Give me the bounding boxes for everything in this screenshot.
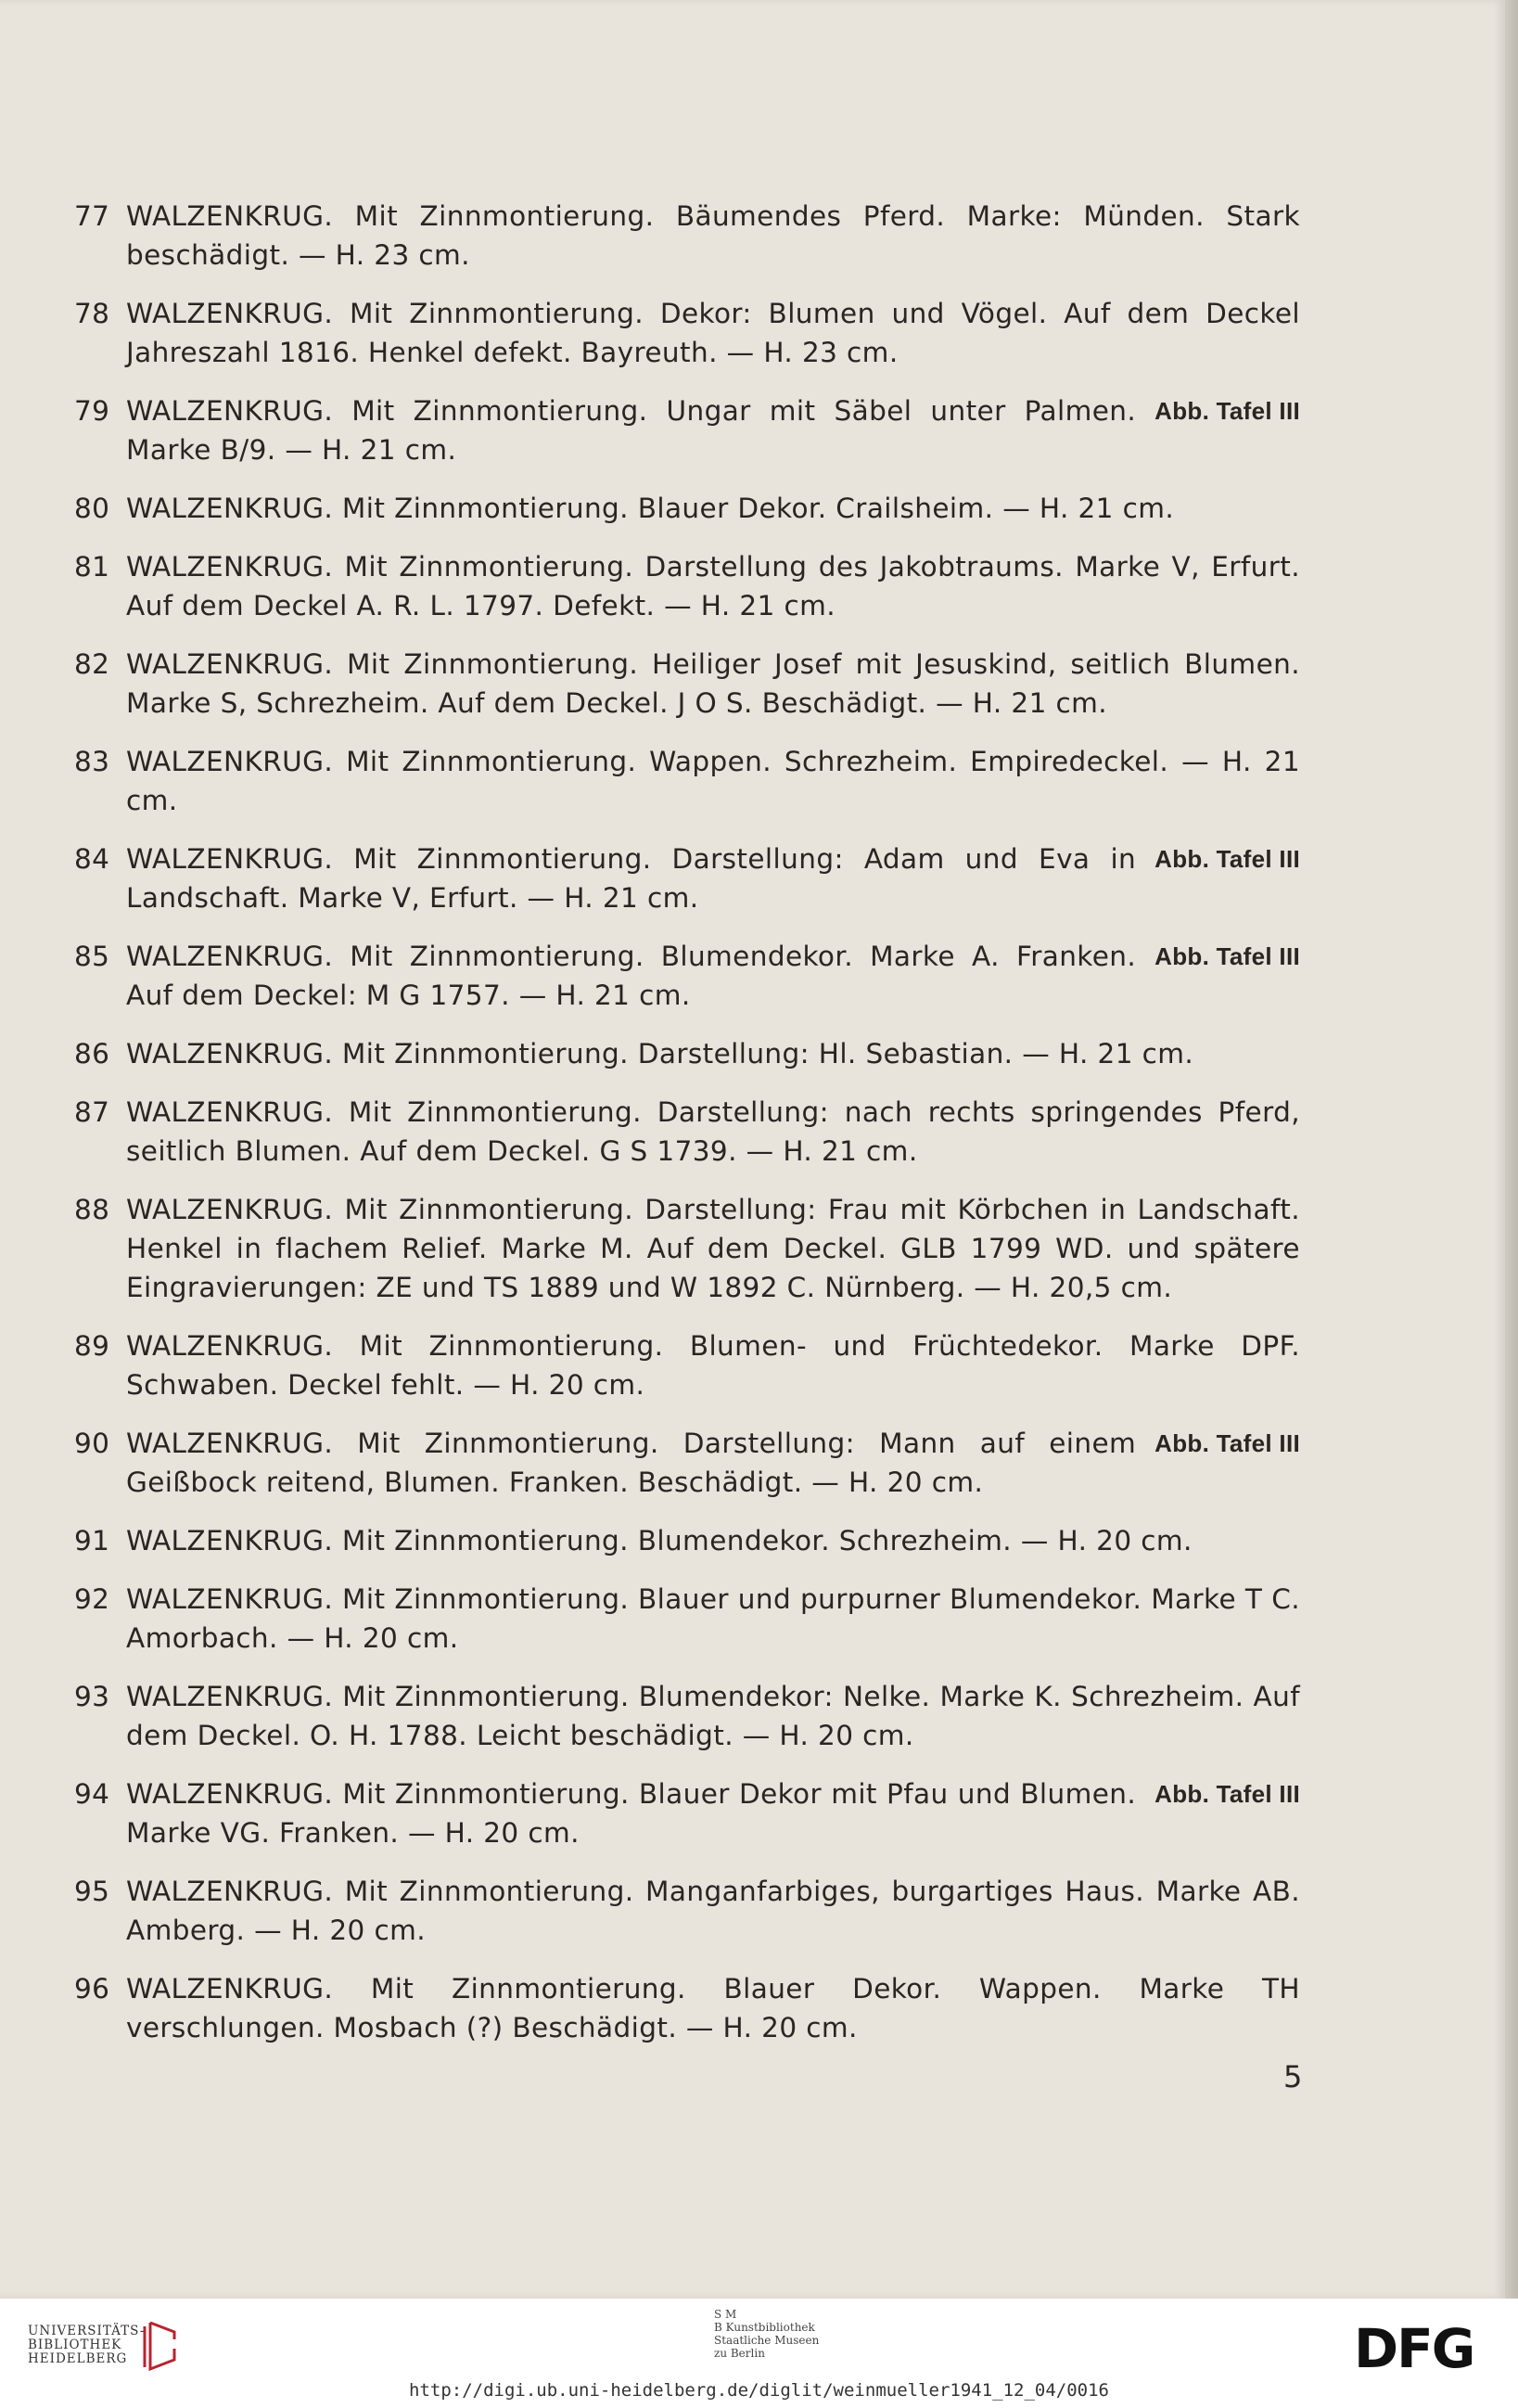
- entry-number: 89: [74, 1330, 110, 1362]
- entry-number: 95: [74, 1876, 110, 1907]
- entry-text: [126, 1190, 1300, 1307]
- entry-text: [126, 839, 1300, 917]
- catalog-entry: [74, 294, 1300, 372]
- entry-number: 86: [74, 1038, 110, 1070]
- page-number: 5: [1283, 2059, 1303, 2094]
- entry-text: [126, 391, 1300, 469]
- entry-number: 77: [74, 200, 110, 232]
- plate-reference: Abb. Tafel III: [1154, 1780, 1300, 1808]
- entry-number: 94: [74, 1778, 110, 1810]
- dfg-logo[interactable]: DFG: [1354, 2317, 1474, 2380]
- entry-description: WALZENKRUG. Mit Zinnmontierung. Darstellung: Mann auf einem Geißbock reitend, Blumen. Franken. Beschädigt. — H. 20 cm.: [126, 1428, 1137, 1498]
- entry-text: [126, 937, 1300, 1015]
- entry-description: WALZENKRUG. Mit Zinnmontierung. Darstellung: Hl. Sebastian. — H. 21 cm.: [126, 1038, 1194, 1070]
- entry-description: WALZENKRUG. Mit Zinnmontierung. Dekor: Blumen und Vögel. Auf dem Deckel Jahreszahl 1816. Henkel defekt. Bayreuth. — H. 23 cm.: [126, 298, 1300, 368]
- entry-text: [126, 1969, 1300, 2047]
- footer-bar: [0, 2299, 1518, 2408]
- entry-number: 82: [74, 648, 110, 680]
- entry-description: WALZENKRUG. Mit Zinnmontierung. Darstellung: Adam und Eva in Landschaft. Marke V, Erfurt. — H. 21 cm.: [126, 843, 1137, 914]
- catalog-entry: [74, 742, 1300, 820]
- catalog-entry: [74, 1774, 1300, 1852]
- plate-reference: Abb. Tafel III: [1154, 942, 1300, 970]
- uni-logo-line3: HEIDELBERG: [28, 2351, 128, 2366]
- catalog-entry: [74, 645, 1300, 723]
- entry-number: 91: [74, 1525, 110, 1556]
- catalog-entry: [74, 937, 1300, 1015]
- catalog-entry: [74, 489, 1300, 528]
- library-mark-icon: [139, 2317, 180, 2373]
- catalog-entry: [74, 1424, 1300, 1502]
- catalog-entry: [74, 1969, 1300, 2047]
- entry-text: [126, 1774, 1300, 1852]
- entry-text: [126, 489, 1300, 528]
- entry-description: WALZENKRUG. Mit Zinnmontierung. Blumendekor. Marke A. Franken. Auf dem Deckel: M G 1757. — H. 21 cm.: [126, 941, 1137, 1011]
- entry-description: WALZENKRUG. Mit Zinnmontierung. Blumen- und Früchtedekor. Marke DPF. Schwaben. Deckel fehlt. — H. 20 cm.: [126, 1330, 1300, 1401]
- entry-description: WALZENKRUG. Mit Zinnmontierung. Ungar mit Säbel unter Palmen. Marke B/9. — H. 21 cm.: [126, 395, 1137, 466]
- entry-description: WALZENKRUG. Mit Zinnmontierung. Darstellung: Frau mit Körbchen in Landschaft. Henkel in flachem Relief. Marke M. Auf dem Deckel. GLB 1799 WD. und spätere Eingravierungen: ZE und TS 1889 und W 1892 C. Nürnberg. — H. 20,5 cm.: [126, 1194, 1300, 1303]
- plate-reference: Abb. Tafel III: [1154, 397, 1300, 425]
- entry-description: WALZENKRUG. Mit Zinnmontierung. Blauer Dekor. Crailsheim. — H. 21 cm.: [126, 493, 1175, 524]
- entry-number: 78: [74, 298, 110, 329]
- catalog-entry: [74, 1872, 1300, 1950]
- entry-text: [126, 294, 1300, 372]
- entry-description: WALZENKRUG. Mit Zinnmontierung. Blumendekor. Schrezheim. — H. 20 cm.: [126, 1525, 1193, 1556]
- entry-text: [126, 1580, 1300, 1658]
- entry-number: 96: [74, 1973, 110, 2005]
- entry-description: WALZENKRUG. Mit Zinnmontierung. Wappen. Schrezheim. Empiredeckel. — H. 21 cm.: [126, 746, 1300, 816]
- entry-number: 93: [74, 1681, 110, 1712]
- stamp-line4: zu Berlin: [714, 2347, 765, 2360]
- entry-number: 84: [74, 843, 110, 875]
- entry-text: [126, 645, 1300, 723]
- entry-number: 80: [74, 493, 110, 524]
- permalink-url[interactable]: http://digi.ub.uni-heidelberg.de/diglit/weinmueller1941_12_04/0016: [409, 2380, 1109, 2401]
- uni-logo-line1: UNIVERSITÄTS-: [28, 2324, 146, 2338]
- entry-description: WALZENKRUG. Mit Zinnmontierung. Manganfarbiges, burgartiges Haus. Marke AB. Amberg. — H. 20 cm.: [126, 1876, 1300, 1946]
- entry-description: WALZENKRUG. Mit Zinnmontierung. Darstellung des Jakobtraums. Marke V, Erfurt. Auf dem Deckel A. R. L. 1797. Defekt. — H. 21 cm.: [126, 551, 1300, 621]
- catalog-entry: [74, 1677, 1300, 1755]
- catalog-entry: [74, 547, 1300, 625]
- entry-text: [126, 742, 1300, 820]
- catalog-entry: [74, 1093, 1300, 1171]
- catalog-entry: [74, 1326, 1300, 1404]
- catalog-entry: [74, 1580, 1300, 1658]
- entry-number: 79: [74, 395, 110, 427]
- entry-number: 85: [74, 941, 110, 972]
- entry-description: WALZENKRUG. Mit Zinnmontierung. Blauer Dekor mit Pfau und Blumen. Marke VG. Franken. — H. 20 cm.: [126, 1778, 1137, 1849]
- museum-stamp: [714, 2308, 819, 2360]
- entry-description: WALZENKRUG. Mit Zinnmontierung. Darstellung: nach rechts springendes Pferd, seitlich Blumen. Auf dem Deckel. G S 1739. — H. 21 cm.: [126, 1096, 1300, 1167]
- entry-number: 90: [74, 1428, 110, 1459]
- entry-number: 81: [74, 551, 110, 583]
- catalog-entry: [74, 197, 1300, 275]
- entry-text: [126, 1034, 1300, 1073]
- university-library-logo[interactable]: [28, 2325, 145, 2366]
- stamp-line3: Staatliche Museen: [714, 2334, 820, 2347]
- catalog-entry: [74, 1190, 1300, 1307]
- entry-number: 83: [74, 746, 110, 777]
- catalog-entry: [74, 839, 1300, 917]
- entry-text: [126, 1677, 1300, 1755]
- stamp-line1: S M: [714, 2308, 737, 2321]
- entry-text: [126, 1424, 1300, 1502]
- catalog-entry: [74, 391, 1300, 469]
- entry-description: WALZENKRUG. Mit Zinnmontierung. Blumendekor: Nelke. Marke K. Schrezheim. Auf dem Deckel. O. H. 1788. Leicht beschädigt. — H. 20 cm.: [126, 1681, 1300, 1751]
- entry-text: [126, 1521, 1300, 1560]
- plate-reference: Abb. Tafel III: [1154, 1429, 1300, 1457]
- entry-description: WALZENKRUG. Mit Zinnmontierung. Bäumendes Pferd. Marke: Münden. Stark beschädigt. — H. 23 cm.: [126, 200, 1300, 271]
- uni-logo-line2: BIBLIOTHEK: [28, 2338, 122, 2352]
- page-edge: [1505, 0, 1518, 2299]
- stamp-line2: B Kunstbibliothek: [714, 2321, 815, 2334]
- entry-number: 88: [74, 1194, 110, 1225]
- entry-number: 87: [74, 1096, 110, 1128]
- entry-text: [126, 197, 1300, 275]
- entry-text: [126, 1872, 1300, 1950]
- catalog-entry: [74, 1034, 1300, 1073]
- entry-text: [126, 1093, 1300, 1171]
- entry-description: WALZENKRUG. Mit Zinnmontierung. Blauer Dekor. Wappen. Marke TH verschlungen. Mosbach (?) Beschädigt. — H. 20 cm.: [126, 1973, 1300, 2043]
- catalog-list: [74, 197, 1300, 2067]
- plate-reference: Abb. Tafel III: [1154, 845, 1300, 873]
- entry-description: WALZENKRUG. Mit Zinnmontierung. Heiliger Josef mit Jesuskind, seitlich Blumen. Marke S, Schrezheim. Auf dem Deckel. J O S. Beschädigt. — H. 21 cm.: [126, 648, 1300, 719]
- entry-text: [126, 547, 1300, 625]
- entry-description: WALZENKRUG. Mit Zinnmontierung. Blauer und purpurner Blumendekor. Marke T C. Amorbach. — H. 20 cm.: [126, 1583, 1300, 1654]
- entry-number: 92: [74, 1583, 110, 1615]
- catalog-entry: [74, 1521, 1300, 1560]
- entry-text: [126, 1326, 1300, 1404]
